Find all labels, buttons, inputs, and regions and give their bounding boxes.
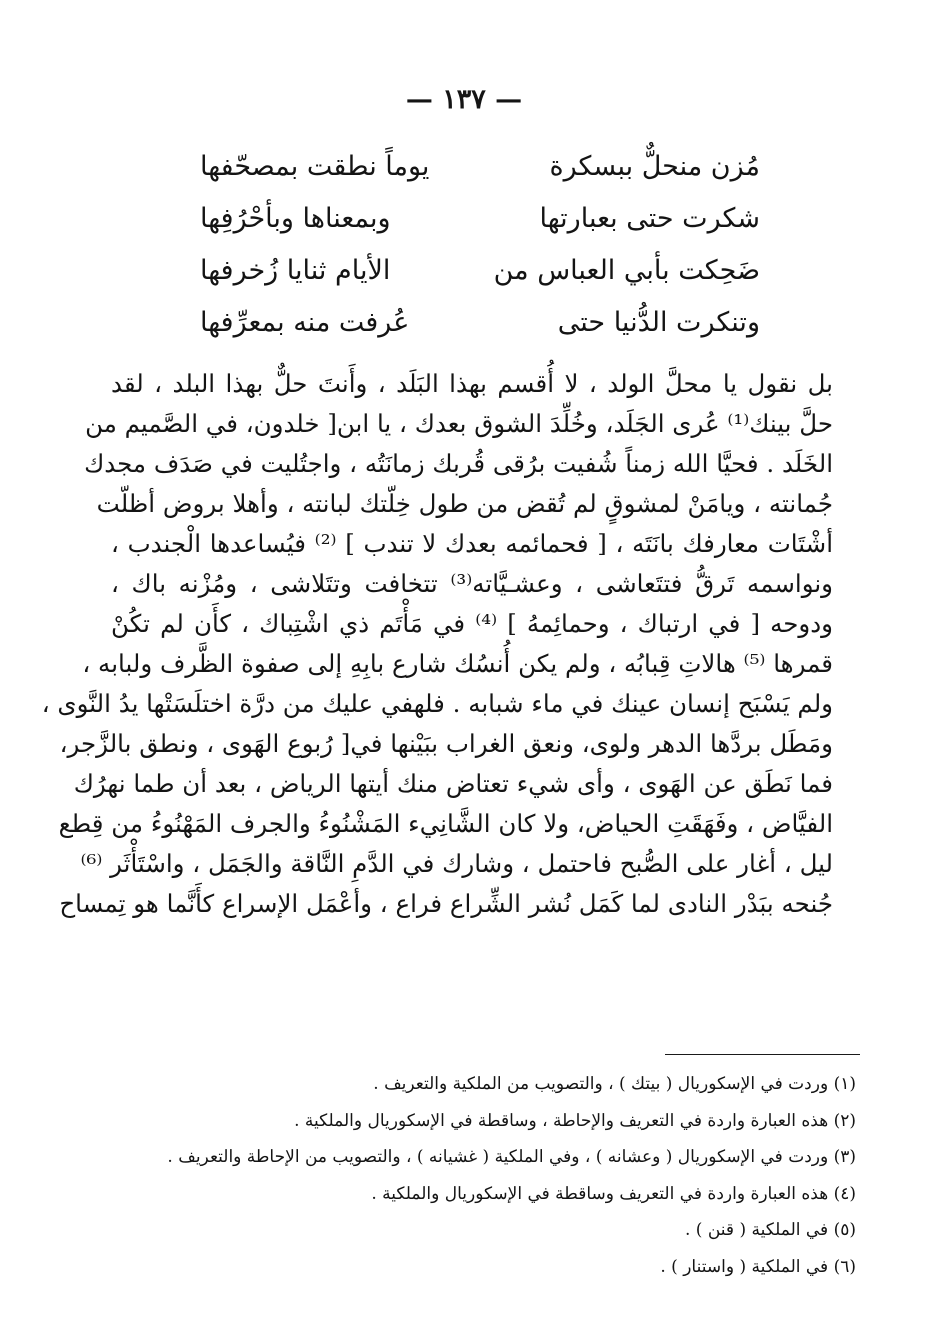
page-number: — ١٣٧ — [405,84,523,115]
footnotes-block [96,1066,856,1285]
poem-hemistich-second: يوماً نطقت بمصحّفها [200,150,430,182]
prose-line: ودوحه [ في ارتباك ، وحمائِمهُ ] ⁽⁴⁾ في مَأْتَم ذي اشْتِباك ، كأَن لم تكُنْ [111,609,833,638]
poem-hemistich-first: وتنكرت الدُّنيا حتى [557,306,760,338]
prose-line: قمرها ⁽⁵⁾ هالاتِ قِبابُه ، ولم يكن أُنسُك شارع بابِهِ إلى صفوة الظَّرف ولبابه ، [82,649,833,678]
prose-line: جُمانته ، ويامَنْ لمشوقٍ لم تُقض من طول خِلّتك لبانته ، وأهلا بروض أظلّت [96,489,833,518]
footnote: (٤) هذه العبارة واردة في التعريف وساقطة في الإسكوريال والملكية . [371,1183,856,1204]
prose-line: ونواسمه تَرقُّ فتتَعاشى ، وعشـيَّاته⁽³⁾ تتخافت وتتَلاشى ، ومُزْنه باك ، [111,569,833,598]
prose-line: ومَطَل بردَّها الدهر ولوى، ونعق الغراب ببَيْنها في[ رُبوع الهَوى ، ونطق بالزَّجر، [59,729,833,758]
footnote: (٦) في الملكية ( واستنار ) . [660,1256,856,1277]
poem-line [200,296,760,348]
footnote: (٣) وردت في الإسكوريال ( وعشانه ) ، وفي الملكية ( غشيانه ) ، والتصويب من الإحاطة والتعريف . [167,1147,856,1167]
poem-hemistich-first: مُزن منحلٌّ ببسكرة [549,150,760,182]
poem-hemistich-first: ضَحِكت بأبي العباس من [493,254,760,286]
poem-hemistich-second: وبمعناها وبأحْرُفِها [200,202,391,234]
prose-line: ولم يَسْبَح إنسان عينك في ماء شبابه . فلهفي عليك من درَّة اختلَسَتْها يدُ النَّوى ، [41,689,833,718]
prose-line: حلَّ بينك⁽¹⁾ عُرى الجَلَد، وخُلِّدَ الشوق بعدك ، يا ابن[ خلدون، في الصَّميم من [85,409,833,438]
poem-block [200,140,760,348]
footnote: (٥) في الملكية ( قنن ) . [685,1220,856,1240]
prose-line: بل نقول يا محلَّ الولد ، لا أُقسم بهذا البَلَد ، وأَنتَ حلٌّ بهذا البلد ، لقد [111,369,833,398]
prose-line: جُنحه ببَدْر النادى لما كَمَل نُشر الشِّراع فراع ، وأعْمَل الإسراع كأَنَّما هو تِمساح [59,889,833,918]
footnote: (٢) هذه العبارة واردة في التعريف والإحاطة ، وساقطة في الإسكوريال والملكية . [294,1110,856,1131]
footnote-divider [665,1054,860,1055]
poem-line [200,192,760,244]
poem-line [200,140,760,192]
prose-line: ليل ، أغار على الصُّبح فاحتمل ، وشارك في الدَّمِ النَّاقة والجَمَل ، واسْتَأْثَر ⁽⁶⁾ [80,849,833,878]
prose-block [41,364,833,924]
prose-line: فما نَطَق عن الهَوى ، وأى شيء تعتاض منك أيتها الرياض ، بعد أن طما نهرُك [73,769,833,798]
prose-line: الخَلَد . فحيَّا الله زمناً شُفيت برُقى قُربك زمانَتُه ، واجتُليت في صَدَف مجدك [84,449,833,478]
footnote: (١) وردت في الإسكوريال ( بيتك ) ، والتصويب من الملكية والتعريف . [373,1074,856,1094]
prose-line: الفيَّاض ، وفَهَقَتِ الحياض، ولا كان الشَّانِيء المَشْنُوءُ والجرف المَهْنُوءُ من قِطع [58,809,833,838]
poem-hemistich-second: عُرفت منه بمعرِّفها [200,306,410,338]
poem-hemistich-second: الأيام ثنايا زُخرفها [200,254,391,286]
poem-hemistich-first: شكرت حتى بعبارتها [539,202,760,234]
prose-line: أشْتَات معارفك بانَتَه ، [ فحمائمه بعدك لا تندب ] ⁽²⁾ فيُساعدها الْجندب ، [111,529,833,558]
poem-line [200,244,760,296]
